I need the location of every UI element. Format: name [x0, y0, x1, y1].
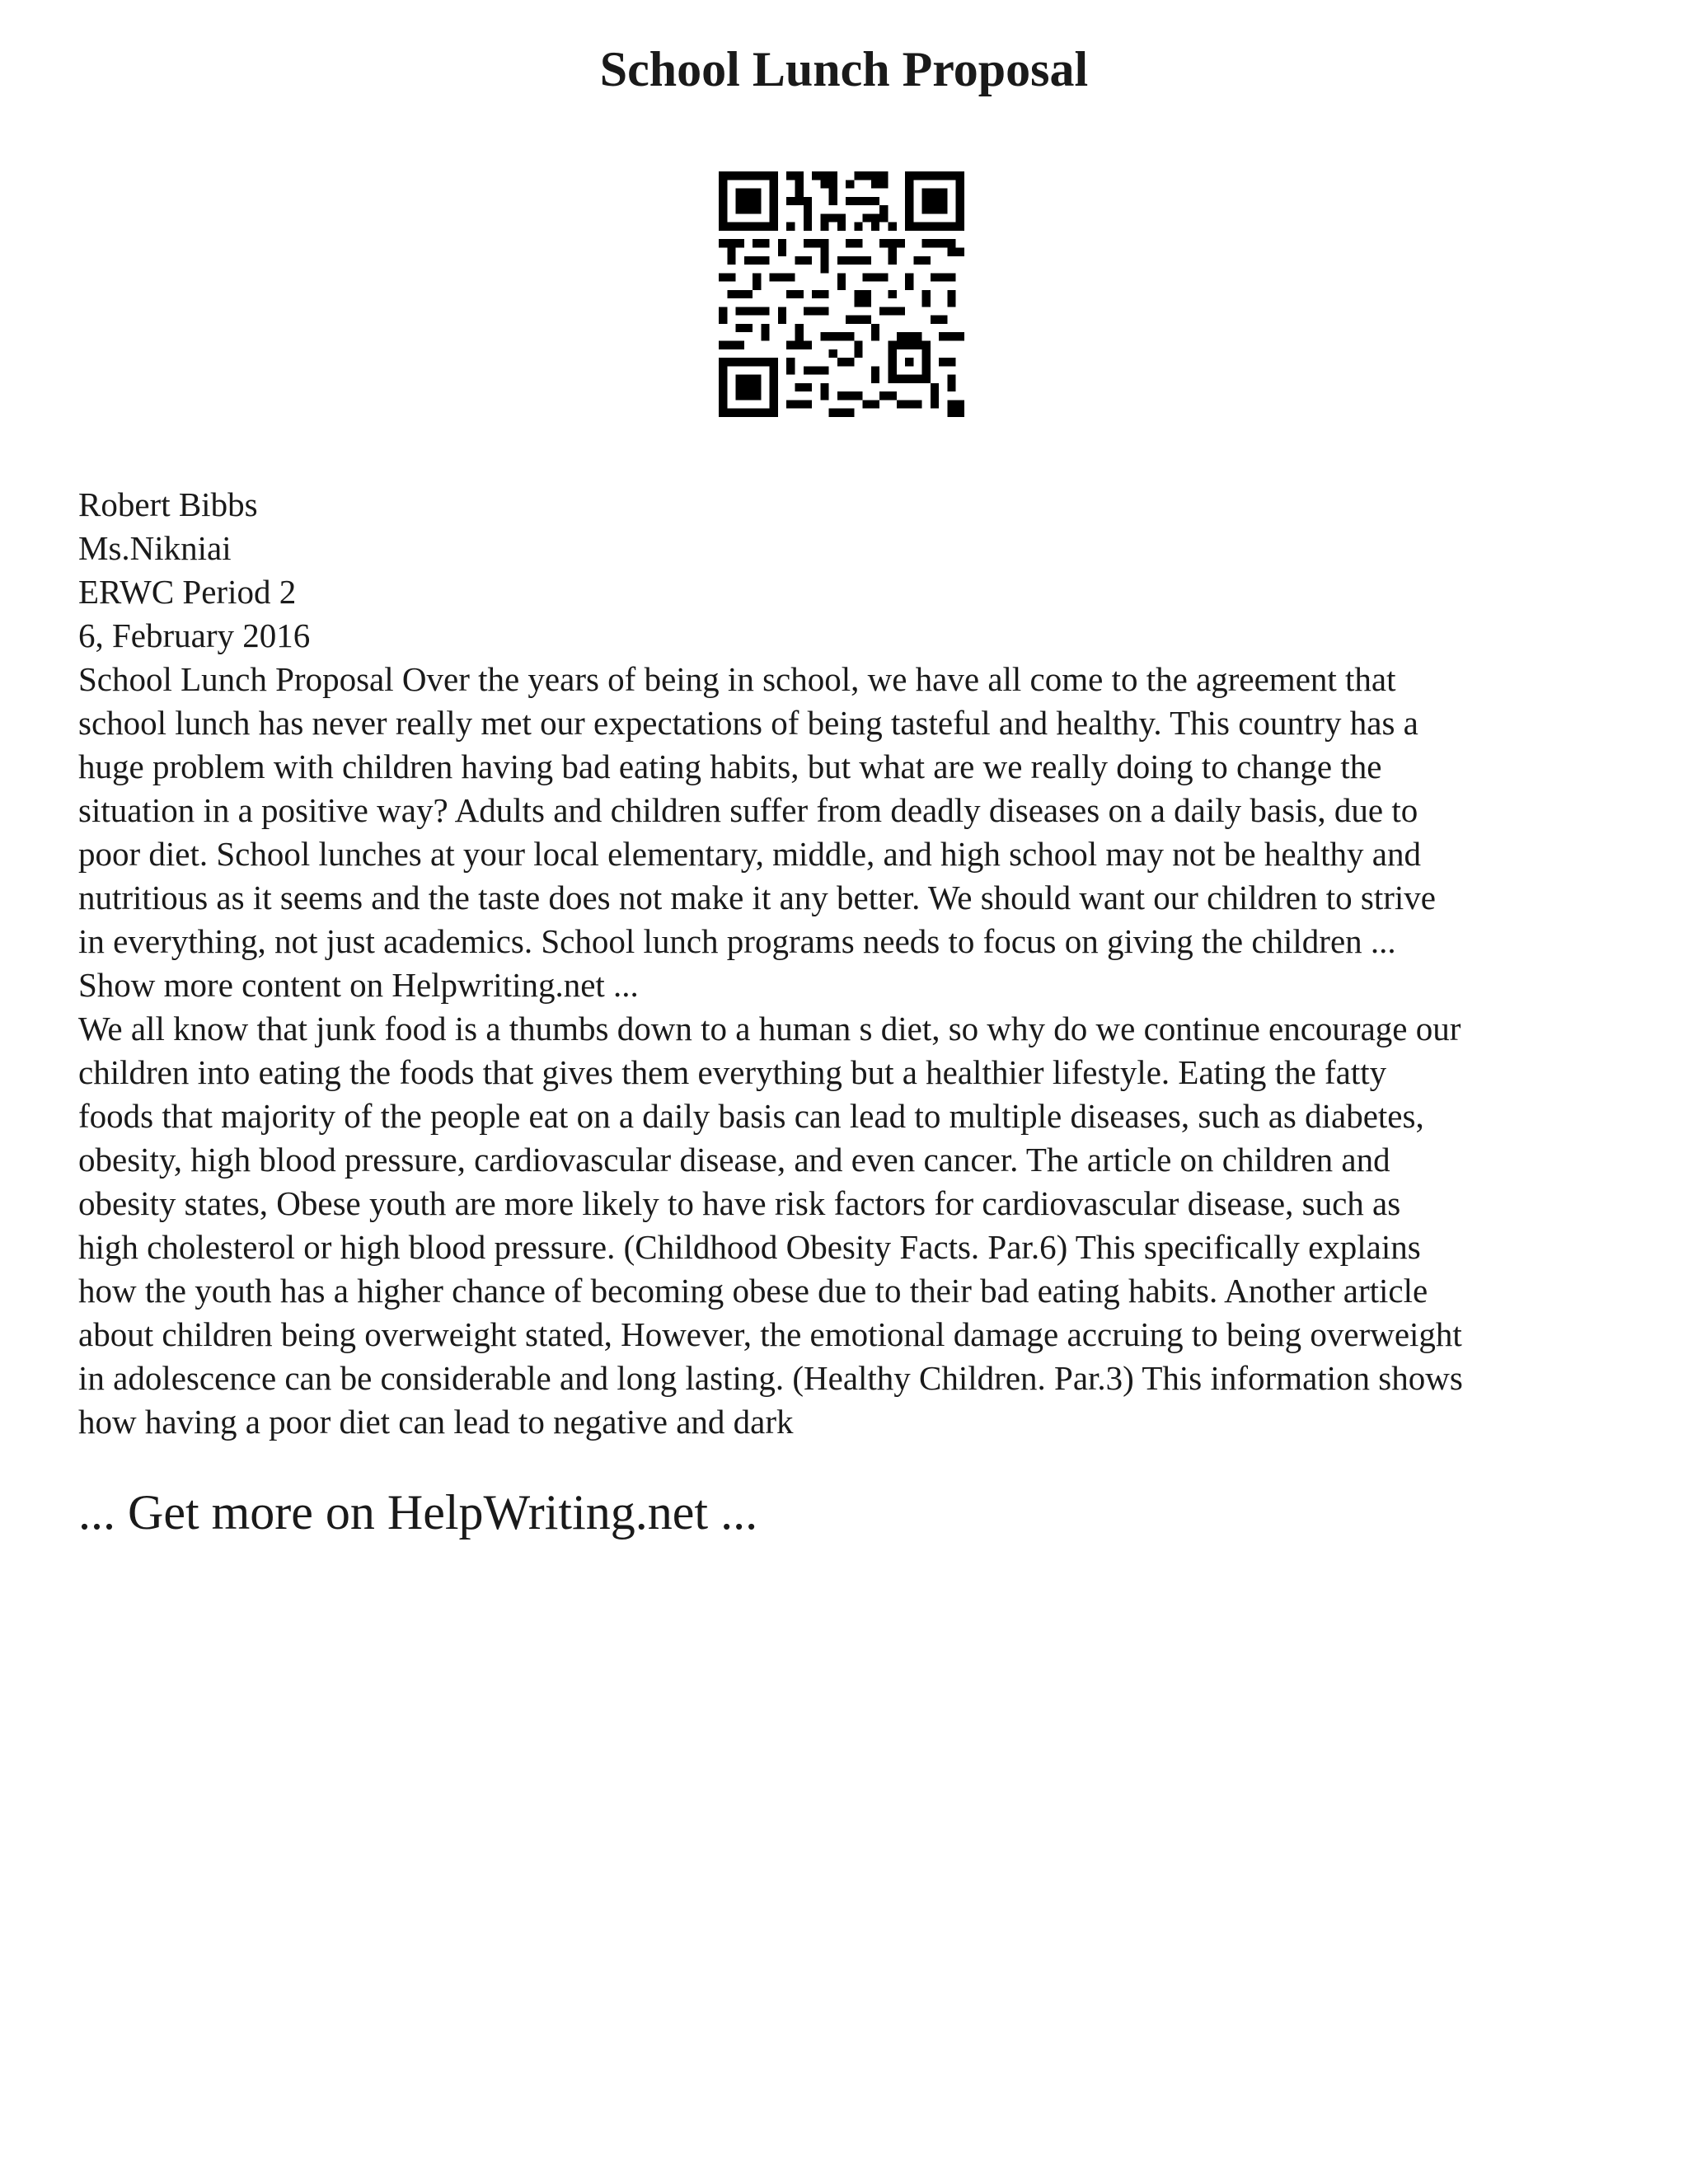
paragraph-line: foods that majority of the people eat on a daily basis can lead to multiple diseases, such as diabetes, — [78, 1097, 1424, 1135]
paragraph-line: high cholesterol or high blood pressure. (Childhood Obesity Facts. Par.6) This specifically explains — [78, 1228, 1421, 1266]
get-more-link[interactable]: ... Get more on HelpWriting.net ... — [78, 1485, 758, 1540]
course-name: ERWC Period 2 — [78, 573, 297, 611]
paragraph-line: We all know that junk food is a thumbs down to a human s diet, so why do we continue encourage our — [78, 1010, 1461, 1047]
paragraph-line: children into eating the foods that gives them everything but a healthier lifestyle. Eating the fatty — [78, 1053, 1387, 1091]
essay-body — [78, 483, 1628, 1444]
author-name: Robert Bibbs — [78, 485, 258, 523]
paragraph-line: how the youth has a higher chance of becoming obese due to their bad eating habits. Another article — [78, 1272, 1428, 1310]
teacher-name: Ms.Nikniai — [78, 529, 232, 567]
show-more-link[interactable]: Show more content on Helpwriting.net ... — [78, 966, 639, 1004]
paragraph-line: nutritious as it seems and the taste does not make it any better. We should want our children to strive — [78, 879, 1436, 916]
paragraph-line: obesity states, Obese youth are more likely to have risk factors for cardiovascular disease, such as — [78, 1184, 1401, 1222]
paragraph-line: School Lunch Proposal Over the years of being in school, we have all come to the agreement that — [78, 660, 1396, 698]
paragraph-line: about children being overweight stated, However, the emotional damage accruing to being overweight — [78, 1315, 1462, 1353]
paragraph-line: how having a poor diet can lead to negative and dark — [78, 1403, 794, 1441]
paragraph-line: situation in a positive way? Adults and children suffer from deadly diseases on a daily basis, due to — [78, 791, 1418, 829]
page-title: School Lunch Proposal — [599, 42, 1089, 96]
paragraph-line: in everything, not just academics. School lunch programs needs to focus on giving the children ... — [78, 922, 1396, 960]
paragraph-line: obesity, high blood pressure, cardiovascular disease, and even cancer. The article on children and — [78, 1141, 1390, 1179]
essay-date: 6, February 2016 — [78, 616, 311, 654]
paragraph-line: in adolescence can be considerable and long lasting. (Healthy Children. Par.3) This information shows — [78, 1359, 1463, 1397]
paragraph-line: school lunch has never really met our expectations of being tasteful and healthy. This country has a — [78, 704, 1418, 742]
qr-code-icon[interactable] — [719, 171, 964, 417]
paragraph-line: poor diet. School lunches at your local elementary, middle, and high school may not be healthy and — [78, 835, 1421, 873]
paragraph-line: huge problem with children having bad eating habits, but what are we really doing to change the — [78, 748, 1382, 785]
